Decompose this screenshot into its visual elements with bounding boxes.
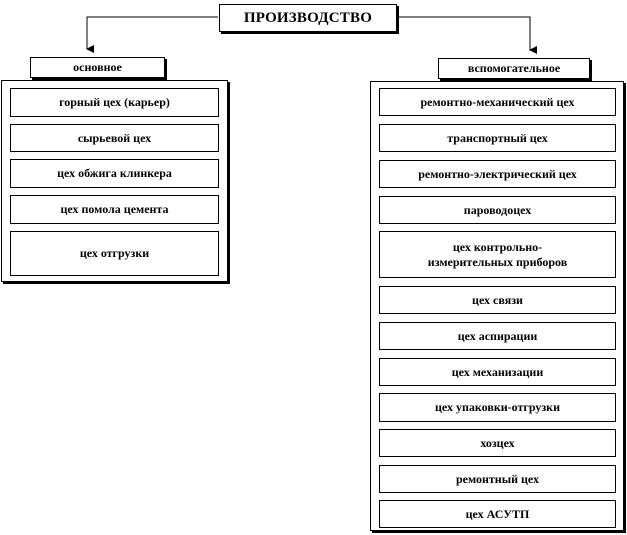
aux-item-label: ремонтно-электрический цех [418,166,577,181]
main-item-mining-shop [10,88,219,117]
main-item-label: горный цех (карьер) [59,95,170,109]
main-item-label: цех отгрузки [79,246,150,260]
aux-item-repair-electrical [379,160,616,188]
aux-item-instrumentation [379,231,616,278]
main-item-grinding-shop [10,195,219,224]
connector-to-aux [398,17,530,50]
category-main-label [30,57,165,78]
main-item-label: цех обжига клинкера [57,166,172,180]
root-title: ПРОИЗВОДСТВО [243,9,373,26]
aux-item-label: цех АСУТП [465,506,530,521]
root-node [219,4,397,32]
aux-item-repair-mechanical [379,88,616,116]
main-item-label: цех помола цемента [60,202,169,216]
aux-item-label: цех упаковки-отгрузки [434,400,561,414]
aux-item-communications [379,286,616,314]
aux-item-label: цех контрольно-измерительных приборов [427,239,568,269]
aux-item-repair [379,465,616,493]
aux-item-mechanization [379,358,616,386]
aux-item-aspiration [379,322,616,350]
aux-item-label: хозцех [480,435,515,450]
category-aux-label [438,58,590,79]
aux-item-household [379,429,616,457]
main-item-clinker-shop [10,159,219,188]
aux-item-label: цех механизации [451,364,544,379]
aux-item-label: ремонтно-механический цех [420,94,575,109]
aux-item-label: цех связи [472,292,523,307]
main-item-raw-shop [10,124,219,152]
aux-item-label: транспортный цех [447,130,548,145]
main-item-shipping-shop [10,231,219,276]
connector-to-main [87,17,218,49]
aux-item-steam-water [379,196,616,224]
aux-item-label: ремонтный цех [455,471,540,486]
main-item-label: сырьевой цех [77,130,152,145]
aux-item-transport [379,124,616,152]
aux-item-label: пароводоцех [463,202,532,217]
category-main-text: основное [73,60,122,74]
aux-item-label: цех аспирации [457,328,538,343]
category-aux-text: вспомогательное [467,61,561,75]
aux-item-asutp [379,500,616,528]
aux-item-packing-shipping [379,393,616,422]
